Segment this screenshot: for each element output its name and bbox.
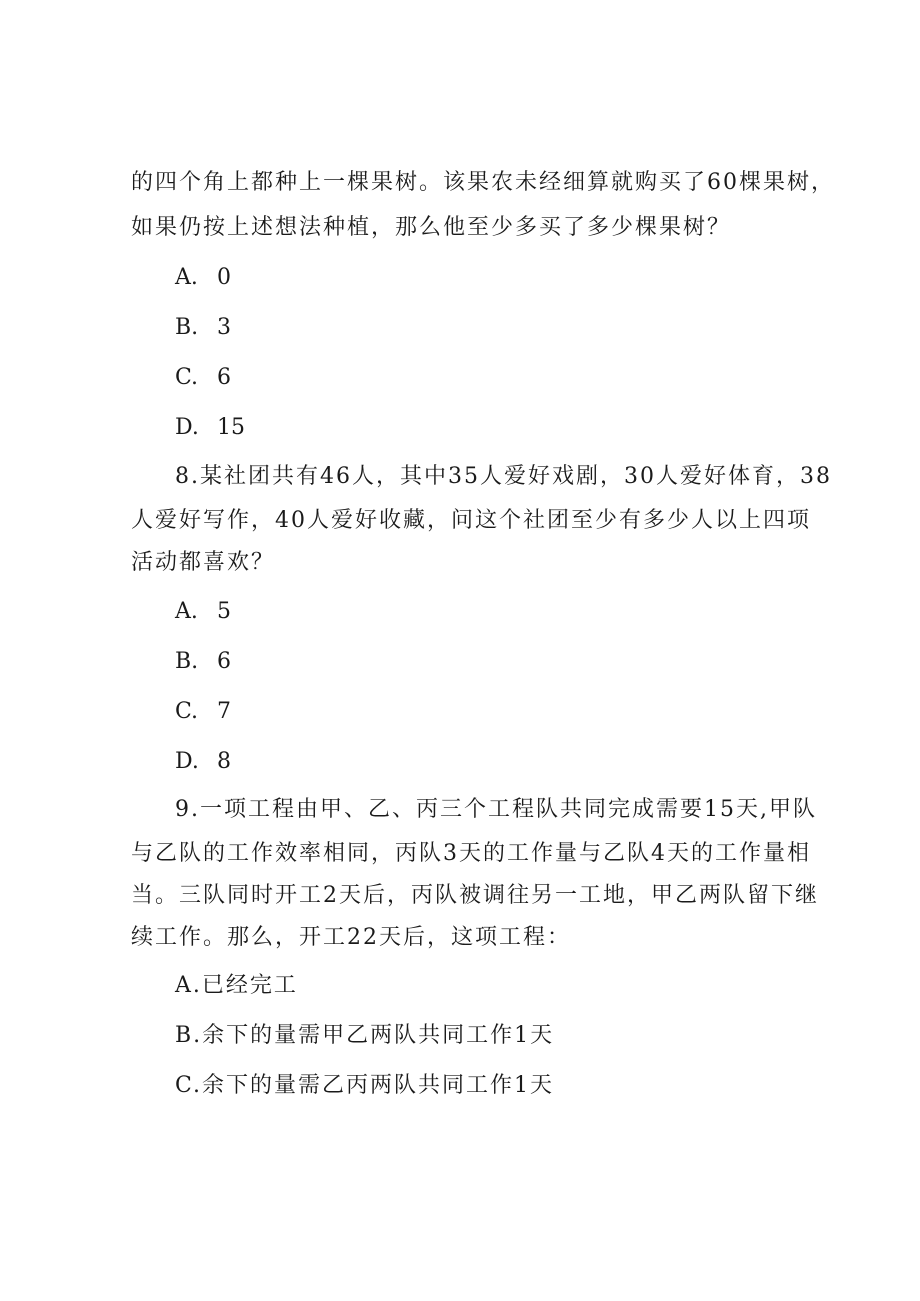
q9-line-3: 当。三队同时开工2天后，丙队被调往另一工地，甲乙两队留下继 — [131, 883, 819, 908]
q9-option-c: C.余下的量需乙丙两队共同工作1天 — [175, 1073, 555, 1098]
q9-line-1: 9.一项工程由甲、乙、丙三个工程队共同完成需要15天,甲队 — [175, 797, 817, 822]
q7-line-1: 的四个角上都种上一棵果树。该果农未经细算就购买了60棵果树， — [131, 170, 835, 195]
q8-line-3: 活动都喜欢？ — [131, 550, 276, 575]
q7-line-2: 如果仍按上述想法种植，那么他至少多买了多少棵果树？ — [131, 215, 732, 240]
option-value: 0 — [217, 265, 231, 290]
option-value: 6 — [217, 365, 231, 390]
option-value: 3 — [217, 315, 231, 340]
q8-line-2: 人爱好写作，40人爱好收藏，问这个社团至少有多少人以上四项 — [131, 508, 811, 533]
option-value: 5 — [217, 599, 231, 624]
q7-option-d — [175, 414, 245, 442]
q7-option-c — [175, 364, 231, 392]
option-label: A. — [175, 265, 198, 290]
option-value: 7 — [217, 699, 231, 724]
q9-line-4: 续工作。那么，开工22天后，这项工程： — [131, 925, 571, 950]
option-label: D. — [175, 415, 199, 440]
q8-option-d — [175, 748, 231, 776]
option-label: B. — [175, 649, 199, 674]
q8-option-c — [175, 698, 231, 726]
q8-option-a — [175, 598, 231, 626]
option-label: C. — [175, 365, 199, 390]
option-label: A. — [175, 599, 198, 624]
option-value: 8 — [217, 749, 231, 774]
option-value: 6 — [217, 649, 231, 674]
q9-line-2: 与乙队的工作效率相同，丙队3天的工作量与乙队4天的工作量相 — [131, 841, 811, 866]
q9-option-b: B.余下的量需甲乙两队共同工作1天 — [175, 1023, 555, 1048]
option-label: B. — [175, 315, 199, 340]
q8-line-1: 8.某社团共有46人，其中35人爱好戏剧，30人爱好体育，38 — [175, 464, 832, 489]
option-label: D. — [175, 749, 199, 774]
q7-option-b — [175, 314, 231, 342]
option-label: C. — [175, 699, 199, 724]
q9-option-a: A.已经完工 — [175, 973, 298, 998]
option-value: 15 — [217, 415, 245, 440]
q7-option-a — [175, 264, 231, 292]
q8-option-b — [175, 648, 231, 676]
